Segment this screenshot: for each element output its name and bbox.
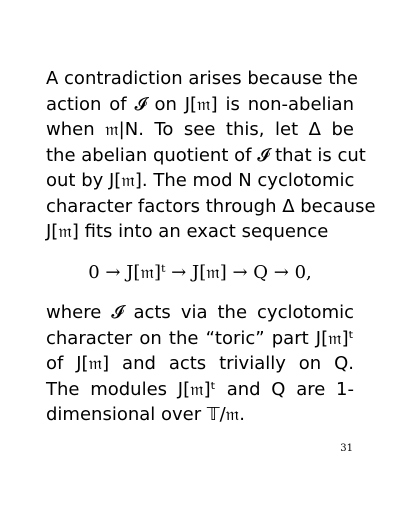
text-line: dimensional over 𝕋/𝔪. [46,404,245,425]
text-line: character on the “toric” part J[𝔪]ᵗ [46,327,354,349]
text-line: A contradiction arises because the [46,68,358,89]
text-line: where 𝓘 acts via the cyclotomic [46,302,354,323]
text-line: J[𝔪] fits into an exact sequence [46,221,329,242]
text-line: when 𝔪|N. To see this, let Δ be [46,119,354,140]
page-number: 31 [340,443,353,454]
text-line: The modules J[𝔪]ᵗ and Q are 1- [46,378,354,400]
paragraph-intro [46,66,376,245]
text-line: of J[𝔪] and acts trivially on Q. [46,353,354,374]
text-line: the abelian quotient of 𝓘 that is cut [46,144,366,166]
text-line: character factors through Δ because [46,195,376,217]
exact-sequence-equation: 0 → J[𝔪]ᵗ → J[𝔪] → Q → 0, [88,262,312,283]
text-line: action of 𝓘 on J[𝔪] is non-abelian [46,93,354,115]
paragraph-explanation [46,300,354,428]
text-line: out by J[𝔪]. The mod N cyclotomic [46,170,355,191]
